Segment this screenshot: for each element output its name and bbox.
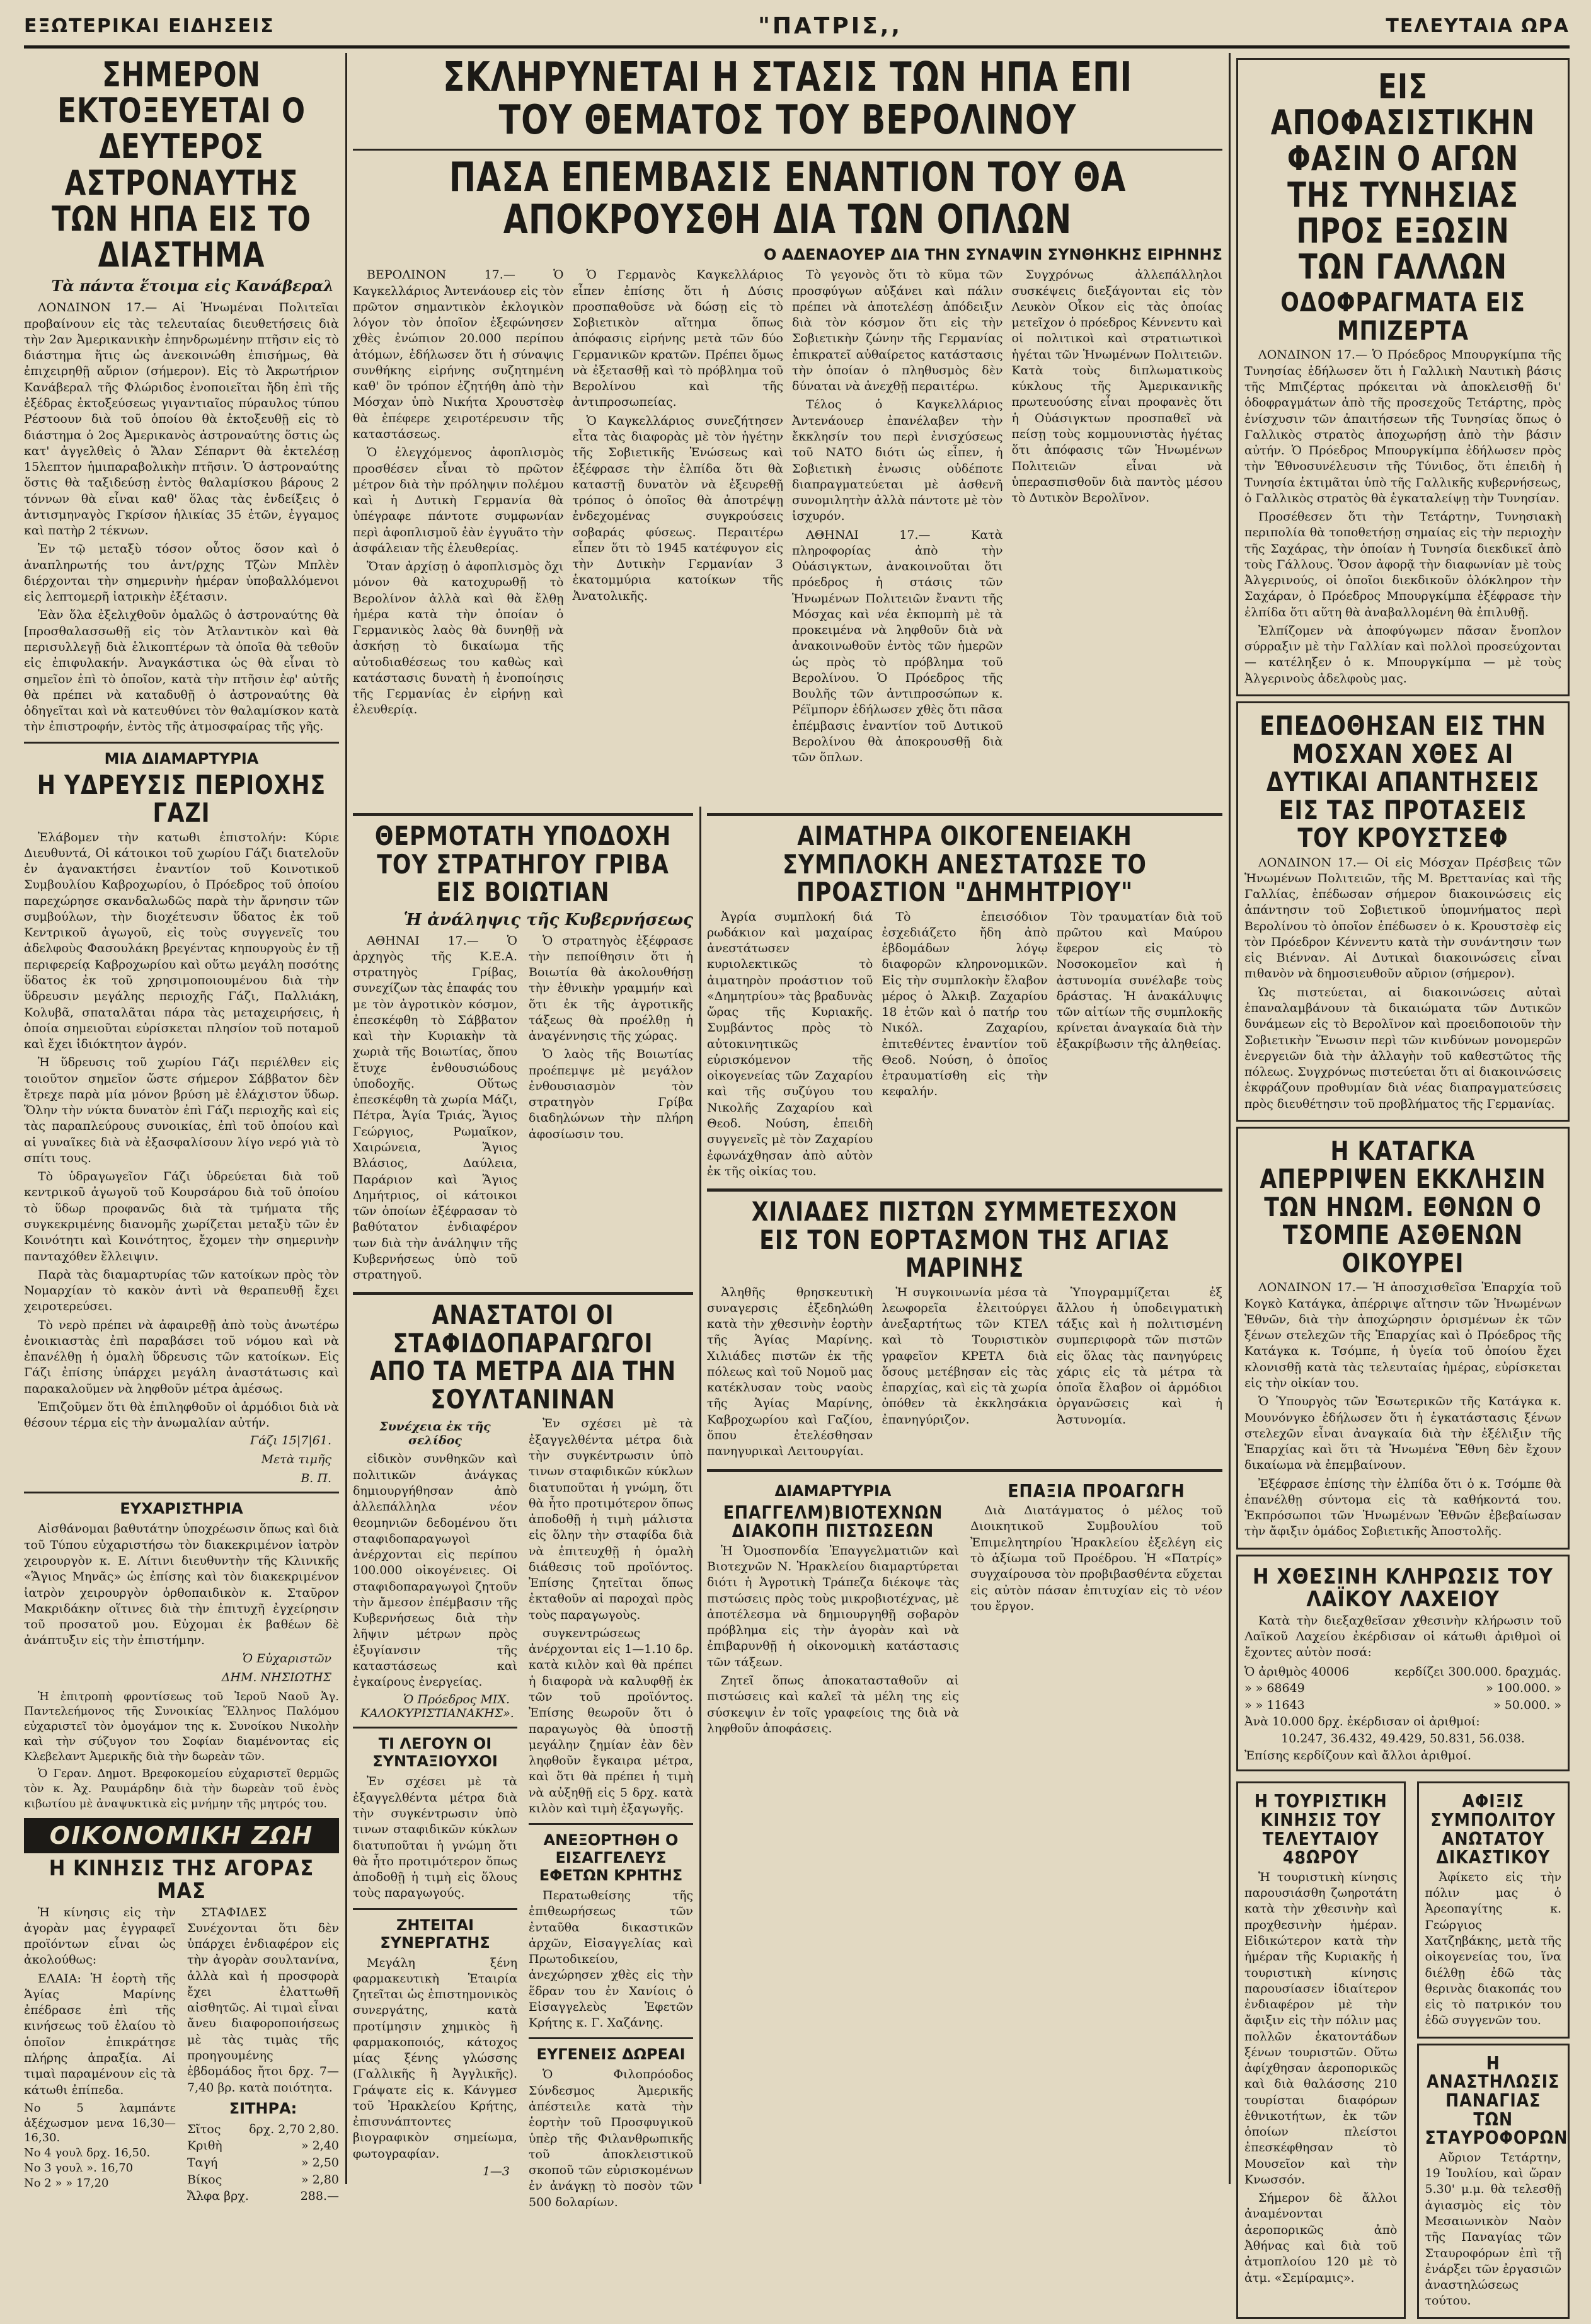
paragraph: Ἡ Ὁμοσπονδία Ἐπαγγελματιῶν καὶ Βιοτεχνῶν Ν. Ἡρακλείου διαμαρτύρεται διότι ἡ Ἀγροτικὴ Τράπεζα διέκοψε τὰς πιστώσεις πρὸς τοὺς μικροβιοτέχνας, μὲ ἀποτέλεσμα νὰ δημιουργηθῇ σοβαρὸν πρόβλημα εἰς τὴν ἀγορὰν καὶ νὰ ἐπιβαρυνθῇ ἡ οἰκονομικὴ κατάστασις τῶν τάξεων. [707,1543,959,1669]
paragraph: Ὁ Γεραν. Δημοτ. Βρεφοκομείου εὐχαριστεῖ θερμῶς τὸν κ. Ἀχ. Ραυμάρδην διὰ τὴν δωρεὰν τοῦ ἐνὸς κιβωτίου μὲ ἀναψυκτικὰ εἰς μνήμην τῆς μητρός του. [24,1767,339,1810]
paragraph: ΛΟΝΔΙΝΟΝ 17.— Ἡ ἀποσχισθεῖσα Ἐπαρχία τοῦ Κογκὸ Κατάγκα, ἀπέρριψε αἴτησιν τῶν Ἡνωμένων Ἐθνῶν, διὰ τὴν ἀποχώρησιν ὁρισμένων ἐκ τῶν ξένων στελεχῶν τῆς Ἐπαρχίας καὶ ὁ Πρόεδρος τῆς Κατάγκα κ. Τσόμπε, ἡ ὑγεία τοῦ ὁποίου ἔχει κλονισθῇ κατὰ τὰς τελευταίας ἡμέρας, εὐρίσκεται εἰς τὴν οἰκίαν του. [1244,1280,1561,1391]
grains-title: ΣΙΤΗΡΑ: [229,2099,297,2117]
headline-promotion: ΕΠΑΞΙΑ ΠΡΟΑΓΩΓΗ [1008,1480,1185,1502]
paragraph: Ἐὰν ὅλα ἐξελιχθοῦν ὁμαλῶς ὁ ἀστροναύτης θὰ [προσθαλασσωθῇ εἰς τὸν Ἀτλαντικὸν καὶ θὰ περισυλλεγῇ διὰ ἑλικοπτέρων τὰ ὁποῖα θὰ τεθοῦν εἰς ἐπιφυλακήν. Ἀναγκάστικα ὡς θὰ εἶναι τὸ σημεῖον ἐπὶ τὸ ὁποῖον, κατὰ τὴν πτῆσιν ἐφ' αὐτῆς θὰ πρέπει νὰ καταδυθῇ ὁ ἀστροναύτης θὰ ὁδηγεῖται καὶ νὰ κατευθύνει τὸν θαλαμίσκον κατὰ τὴν ἐπιστροφήν, ἐντὸς τῆς ἀτμοσφαίρας τῆς γῆς. [24,608,339,734]
subhead-adenauer: Ο ΑΔΕΝΑΟΥΕΡ ΔΙΑ ΤΗΝ ΣΥΝΑΨΙΝ ΣΥΝΘΗΚΗΣ ΕΙΡΗΝΗΣ [764,246,1222,264]
headline-tourism: Η ΤΟΥΡΙΣΤΙΚΗ ΚΙΝΗΣΙΣ ΤΟΥ ΤΕΛΕΥΤΑΙΟΥ 48ΩΡΟΥ [1254,1791,1387,1868]
paragraph: Μεγάλη ξένη φαρμακευτικὴ Ἑταιρία ζητεῖται ὡς ἐπιστημονικὸς συνεργάτης, κατὰ προτίμησιν χημικὸς ἢ φαρμακοποιός, κάτοχος μίας ξένης γλώσσης (Γαλλικῆς ἢ Ἀγγλικῆς). Γράψατε εἰς κ. Κάνγμεσ τοῦ Ἠρακλείου Κρήτης, ἐπισυνάπτοντες βιογραφικὸν σημείωμα, φωτογραφίαν. [353,1955,517,2161]
paragraph: Ἡ ὕδρευσις τοῦ χωρίου Γάζι περιέλθεν εἰς τοιοῦτον σημεῖον ὥστε σήμερον Σάββατον δὲν ἔτρεχε παρὰ μία μόνον βρύση μὲ ἐλάχιστον ὕδωρ. Ὅλην τὴν νύκτα δυνατὸν ἐπὶ Γάζι περιοχῆς καὶ εἰς τὰς παραπλεύρους συνοικίας, ἐπὶ τοῦ ὁποίου καὶ αἱ γυναῖκες διὰ νὰ ἐξασφαλίσουν λίγο νερό γιὰ τὸ σπίτι τους. [24,1056,339,1165]
latest-news-label: ΤΕΛΕΥΤΑΙΑ ΩΡΑ [1386,14,1570,37]
headline-small-c: ΖΗΤΕΙΤΑΙ ΣΥΝΕΡΓΑΤΗΣ [380,1916,490,1952]
lottery-row: » » 68649 » 100.000. » [1244,1681,1561,1696]
signature-initials: Β. Π. [301,1471,331,1486]
oil-price-row: Νο 2 » » 17,20 [24,2176,109,2190]
headline-church: Η ΑΝΑΣΤΗΛΩΣΙΣ ΠΑΝΑΓΙΑΣ ΤΩΝ ΣΤΑΥΡΟΦΟΡΩΝ [1425,2052,1568,2149]
paragraph: Ἐν τῷ μεταξὺ τόσον οὗτος ὅσον καὶ ὁ ἀναπληρωτής του ἀντ/ρχης Τζὼν Μπλὲν διέρχονται τὴν σημερινὴν ἡμέραν ὑποβαλλόμενοι εἰς λεπτομερῆ ἰατρικὴν ἐξέτασιν. [24,542,339,604]
paragraph: ΛΟΝΔΙΝΟΝ 17.— Οἱ εἰς Μόσχαν Πρέσβεις τῶν Ἡνωμένων Πολιτειῶν, τῆς Μ. Βρεττανίας καὶ τῆς Γαλλίας, ἐπέδωσαν σήμερον διακοινώσεις εἰς ἀπάντησιν τοῦ Σοβιετικοῦ ὑπομνήματος περὶ Βερολίνου τὸ ὁποῖον ἐπέδωσεν ὁ κ. Κρουστσὲφ εἰς τὸν Πρόεδρον Κέννεντυ κατὰ τὴν συνάντησιν των εἰς Βιένναν. Αἱ Δυτικαὶ διακοινώσεις εἶναι πιθανὸν νὰ δημοσιευθοῦν αὔριον (σήμερον). [1244,855,1561,981]
article-tourism [1236,1781,1406,2318]
paragraph: Ὁ στρατηγὸς ἐξέφρασε τὴν πεποίθησιν ὅτι ἡ Βοιωτία θὰ ἀκολουθήσῃ τὴν ἐθνικὴν γραμμήν καὶ ὅτι ἐκ τῆς ἀγροτικῆς τάξεως θὰ προέλθῃ ἡ ἀναγέννησις τῆς χώρας. [529,933,693,1044]
paragraph: Ὁ Καγκελλάριος συνεζήτησεν εἶτα τὰς διαφορὰς μὲ τὸν ἡγέτην τῆς Σοβιετικῆς Ἑνώσεως καὶ ἐξέφρασε τὴν ἐλπίδα ὅτι θὰ καταστῇ δυνατὸν νὰ ἐξευρεθῇ τρόπος ὁ ὁποῖος θὰ ἀποτρέψῃ ἐνδεχομένας συγκρούσεις σοβαράς φύσεως. Περαιτέρω εἶπεν ὅτι τὸ 1945 κατέφυγον εἰς τὴν Δυτικὴν Γερμανίαν 3 ἑκατομμύρια κατοίκων τῆς Ἀνατολικῆς. [572,413,783,603]
headline-family-fight: ΑΙΜΑΤΗΡΑ ΟΙΚΟΓΕΝΕΙΑΚΗ ΣΥΜΠΛΟΚΗ ΑΝΕΣΤΑΤΩΣΕ ΤΟ ΠΡΟΑΣΤΙΟΝ "ΔΗΜΗΤΡΙΟΥ" [783,820,1147,908]
paragraph: συγκεντρώσεως ἀνέρχονται εἰς 1—1.10 δρ. κατὰ κιλὸν καὶ θὰ πρέπει ἡ διαφορὰ νὰ καλυφθῇ ἐκ τῶν τοῦ προϊόντος. Ἐπίσης θεωροῦν ὅτι ὁ παραγωγὸς θὰ ὑποστῇ μεγάλην ζημίαν ἐὰν δὲν ληφθοῦν ἔγκαιρα μέτρα, καὶ ὅτι θὰ πρέπει ἡ τιμὴ νὰ αὐξηθῇ εἰς 5 δρχ. κατὰ κιλὸν καὶ τιμὴ ἐξαγωγῆς. [529,1626,693,1815]
oil-price-row: Νο 5 λαμπάντε ἀξέχωσμον μενα 16,30—16,30. [24,2101,176,2145]
article-moscow [1236,701,1570,1122]
grain-row: Ἄλφα βρχ. 288.— [187,2189,339,2204]
paragraph: εἰδικὸν συνθηκῶν καὶ πολιτικῶν ἀνάγκας δημιουργήθησαν ἀπὸ ἀλλεπάλληλα νέον θεομηνιῶν δεδομένου ὅτι σταφιδοπαραγωγοὶ ἀνέρχονται εἰς περίπου 100.000 οἰκογένειες. Οἱ σταφιδοπαραγωγοὶ ζητοῦν τὴν ἄμεσον ἐπέμβασιν τῆς Κυβερνήσεως διὰ τὴν λῆψιν μέτρων πρὸς ἐξυγίανσιν τῆς καταστάσεως καὶ ἐγκαίρους ἐνεργείας. [353,1452,517,1689]
paragraph: ΑΘΗΝΑΙ 17.— Κατὰ πληροφορίας ἀπὸ τὴν Οὐάσιγκτων, ἀνακοινοῦται ὅτι πρόεδρος ἡ στάσις τῶν Ἡνωμένων Πολιτειῶν ἔναντι τῆς Μόσχας καὶ νέα ἐκπομπὴ μὲ τὰ προκειμένα νὰ ληφθοῦν διὰ νὰ ἀνακοινωθοῦν ἐντὸς τῶν ἡμερῶν ὡς πρὸς τὸ πρόβλημα τοῦ Βερολίνου. Ὁ Πρόεδρος τῆς Βουλῆς τῶν ἀντιπροσώπων κ. Ρέϊμπορν ἐδήλωσεν χθὲς ὅτι πᾶσα ἐπέμβασις ἐναντίον τοῦ Δυτικοῦ Βερολίνου θὰ ἀποκρουσθῇ διὰ τῶν ὅπλων. [792,527,1003,765]
headline-market: Η ΚΙΝΗΣΙΣ ΤΗΣ ΑΓΟΡΑΣ ΜΑΣ [49,1855,314,1904]
signature-date: Γάζι 15|7|61. [250,1434,331,1448]
headline-gazi: Η ΥΔΡΕΥΣΙΣ ΠΕΡΙΟΧΗΣ ΓΑΖΙ [37,769,326,829]
grain-row: Κριθὴ » 2,40 [187,2139,339,2153]
paragraph: ΛΟΝΔΙΝΟΝ 17.— Αἱ Ἡνωμέναι Πολιτεῖαι προβαίνουν εἰς τὰς τελευταίας διευθετήσεις διὰ τὴν 2αν Ἀμερικανικὴν ἐπηνδρωμένην πτῆσιν εἰς τὸ διάστημα ἥτις ὡς ἀνεκοινώθη ἐπισήμως, θὰ ἐπιχειρηθῇ αὔριον (σήμερον). Εἰς τὸ Ἀκρωτήριον Κανάβεραλ τῆς Φλώριδος ἐνοποιεῖται ἤδη ἐπὶ τῆς ἐξέδρας ἐκτοξεύσεως γιγαντιαῖος πύραυλος τύπου Ρέστοουν διὰ τοῦ ὁποίου θὰ ἐκτοξευθῇ εἰς τὸ διάστημα ὁ 2ος Ἀμερικανὸς ἀστροναύτης ὅστις ὡς κατ' ἀγγελθεὶς ὁ Ἄλαν Σέπαρντ θὰ ἐκτελέσῃ 15λεπτον ἡμιπαραβολικὴν πτῆσιν. Ὁ ἀστροναύτης ὅστις θὰ ταξιδεύσῃ ἐντὸς θαλαμίσκου βάρους 2 τόννων θὰ εἶναι καθ' ὅλας τὰς ἐνδείξεις ὁ ἀντισμηναγὸς Γκρίσον ἡλικίας 35 ἐτῶν, ἐγγαμος καὶ πατὴρ 2 τέκνων. [24,301,339,538]
ad-code: 1—3 [482,2165,510,2179]
paragraph: Αἰσθάνομαι βαθυτάτην ὑποχρέωσιν ὅπως καὶ διὰ τοῦ Τύπου εὐχαριστήσω τὸν διακεκριμένον ἰατρὸν χειρουργὸν κ. Ε. Λίτινι διευθυντὴν τῆς Κλινικῆς «Ἅγιος Μηνᾶς» ὡς ἐπίσης καὶ τὸν διακεκριμένον ἰατρὸν χειρουργὸν ὁρθοπαιδικὸν κ. Σταῦρον Μακριδάκην οἵτινες διὰ τὴν ἐπιτυχῆ ἐγχείρησιν τοῦ προσατοῦ μου. Εὐχομαι ἐκ βαθέων δὲ ἀνάπτυξιν εἰς τὴν ἐπιστήμην. [24,1522,339,1648]
article-thanks [24,1500,339,1811]
headline-small-d: ΕΥΓΕΝΕΙΣ ΔΩΡΕΑΙ [536,2045,686,2064]
paragraph: Σήμερον δὲ ἄλλοι ἀναμένονται ἀεροπορικῶς ἀπὸ Ἀθήνας καὶ διὰ τοῦ ἀτμοπλοίου 120 μὲ τὸ ἀτμ. «Σεμίραμις». [1244,2191,1398,2285]
berlin-block [353,53,1222,797]
article-market [24,1857,339,2205]
paragraph: Ἡ τουριστικὴ κίνησις παρουσιάσθη ζωηροτάτη κατὰ τὴν χθεσινὴν καὶ προχθεσινὴν ἡμέραν. Εἰδικώτερον κατὰ τὴν ἡμέραν τῆς Κυριακῆς ἡ τουριστικὴ κίνησις παρουσίασεν ἰδιαίτερον ἐνδιαφέρον μὲ τὴν ἄφιξιν εἰς τὴν πόλιν μας πολλῶν ἑκατοντάδων ξένων τουριστῶν. Οὕτω ἀφίχθησαν ἀεροπορικῶς καὶ διὰ θαλάσσης 210 τουρίσται διαφόρων ἐθνικοτήτων, ἐκ τῶν ὁποίων πλείστοι ἐπεσκέφθησαν τὸ Μουσεῖον καὶ τὴν Κνωσσόν. [1244,1870,1398,2187]
paragraph: Τέλος ὁ Καγκελλάριος Ἀντενάουερ ἐπανέλαβεν τὴν ἔκκλησίν του περὶ ἐνισχύσεως τοῦ ΝΑΤΟ διότι ὡς εἶπεν, ἡ Σοβιετικὴ ἐνωσις οὐδέποτε διαπραγματεύεται μὲ ἀσθενῆ συνομιλητὴν ἀλλὰ πάντοτε μὲ τὸν ἰσχυρόν. [792,398,1003,524]
paragraph: Ὡς πιστεύεται, αἱ διακοινώσεις αὐταὶ ἐπαναλαμβάνουν τὰ δικαιώματα τῶν Δυτικῶν δυνάμεων εἰς τὸ Βερολῖνον καὶ προειδοποιοῦν τὴν Σοβιετικὴν Ἕνωσιν περὶ τῶν κινδύνων μονομερῶν ἐνεργειῶν διὰ τὴν ἀλλαγὴν τοῦ καθεστῶτος τῆς πόλεως. Συγχρόνως πιστεύεται ὅτι αἱ διακοινώσεις ἐκφράζουν προθυμίαν διὰ νέας διαπραγματεύσεις πρὸς διευθέτησιν τοῦ προβλήματος τῆς Γερμανίας. [1244,985,1561,1111]
article-astronaut [24,57,339,735]
rubric-complaint: ΔΙΑΜΑΡΤΥΡΙΑ [774,1481,892,1500]
lottery-row: Ἀνὰ 10.000 δρχ. ἐκέρδισαν οἱ ἀριθμοί: [1244,1715,1480,1729]
grain-row: Ταγή » 2,50 [187,2156,339,2170]
lottery-row: Ὁ ἀριθμὸς 40006 κερδίζει 300.000. δραχμάς. [1244,1664,1561,1679]
paragraph: Τὸν τραυματίαν διὰ τοῦ πρῶτου καὶ Μαύρου ἔφερον εἰς τὸ Νοσοκομεῖον καὶ ἡ ἀστυνομία συνέλαβε τοὺς δράστας. Ἡ ἀνακάλυψις τῶν αἰτίων τῆς συμπλοκῆς κρίνεται ἀναγκαία διὰ τὴν ἐξακρίβωσιν τῆς ἀληθείας. [1056,909,1222,1051]
paragraph: Ζητεῖ ὅπως ἀποκατασταθοῦν αἱ πιστώσεις καὶ καλεῖ τὰ μέλη της εἰς σύσκεψιν ἐν τοῖς γραφείοις της διὰ νὰ ληφθοῦν ἀποφάσεις. [707,1674,959,1735]
paragraph: Ὁ λαὸς τῆς Βοιωτίας προέπεμψε μὲ μεγάλον ἐνθουσιασμὸν τὸν στρατηγὸν Γρίβα διαδηλώνων τὴν πλήρη ἀφοσίωσιν του. [529,1047,693,1141]
paragraph: Κατὰ τὴν διεξαχθεῖσαν χθεσινὴν κλήρωσιν τοῦ Λαϊκοῦ Λαχείου ἐκέρδισαν οἱ κάτωθι ἀριθμοὶ οἱ ἔχοντες αὐτὸν ποσά: [1244,1613,1561,1660]
paragraph: Τὸ γεγονὸς ὅτι τὸ κῦμα τῶν προσφύγων αὐξάνει καὶ πάλιν πρέπει νὰ ἀποτελέσῃ ἀπόδειξιν διὰ τὸν κόσμον ὅτι εἰς τὴν Σοβιετικὴν ζώνην τῆς Γερμανίας ἐπικρατεῖ αὐθαίρετος κατάστασις τὴν ὁποίαν ὁ πληθυσμὸς δὲν δύναται νὰ ἀνεχθῇ περαιτέρω. [792,268,1003,394]
masthead-title: "ΠΑΤΡΙΣ,, [758,13,903,39]
paragraph: Ἀληθῆς θρησκευτικὴ συναγερσις ἐξεδηλώθη κατὰ τὴν χθεσινὴν ἑορτὴν τῆς Ἁγίας Μαρίνης. Χιλιάδες πιστῶν ἐκ τῆς πόλεως καὶ τοῦ Νομοῦ μας κατέκλυσαν τοὺς ναοὺς τῆς Ἁγίας Μαρίνης, Καβροχωρίου καὶ Γαζίου, ὅπου ἐτελέσθησαν πανηγυρικαὶ Λειτουργίαι. [707,1285,873,1459]
column-3-lower [707,807,1222,2184]
paragraph: Ἀφίκετο εἰς τὴν πόλιν μας ὁ Ἀρεοπαγίτης κ. Γεώργιος Χατζηβάκης, μετὰ τῆς οἰκογενείας του, ἵνα διέλθῃ ἐδῶ τὰς θερινὰς διακοπάς του εἰς τὸ πατρικόν του ἑδῶ συγγενῶν του. [1425,1870,1561,2028]
headline-tunisia-1: ΕΙΣ ΑΠΟΦΑΣΙΣΤΙΚΗΝ ΦΑΣΙΝ Ο ΑΓΩΝ ΤΗΣ ΤΥΝΗΣΙΑΣ ΠΡΟΣ ΕΞΩΣΙΝ ΤΩΝ ΓΑΛΛΩΝ [1270,67,1536,287]
headline-moscow: ΕΠΕΔΟΘΗΣΑΝ ΕΙΣ ΤΗΝ ΜΟΣΧΑΝ ΧΘΕΣ ΑΙ ΔΥΤΙΚΑΙ ΑΠΑΝΤΗΣΕΙΣ ΕΙΣ ΤΑΣ ΠΡΟΤΑΣΕΙΣ ΤΟΥ ΚΡΟΥΣΤΣΕΦ [1260,710,1546,854]
paragraph: Ἐπιζοῦμεν ὅτι θὰ ἐπιληφθοῦν οἱ ἁρμόδιοι διὰ νὰ θέσουν τέρμα εἰς τὴν ἀνωμαλίαν αὐτήν. [24,1400,339,1430]
article-katanga [1236,1127,1570,1550]
paragraph: Ὁ ἐλεγχόμενος ἀφοπλισμὸς προσθέσεν εἶναι τὸ πρῶτον μέτρον διὰ τὴν πρόληψιν πολέμου καὶ ἡ Δυτικὴ Γερμανία θὰ ὑπέγραφε πάντοτε συμφωνίαν περὶ ἀφοπλισμοῦ ἐὰν ἐγγυᾶτο τὴν ἀσφάλειαν τῆς ἐλευθερίας. [353,446,564,555]
raisins-byline: Ὁ Πρόεδρος ΜΙΧ. ΚΑΛΟΚΥΡΙΣΤΙΑΝΑΚΗΣ». [360,1693,514,1721]
paragraph: Ἐλπίζομεν νὰ ἀποφύγωμεν πᾶσαν ἔνοπλον σύρραξιν μὲ τὴν Γαλλίαν καὶ πολλοὶ προσεύχονται — κατέληξεν ὁ κ. Μπουργκίμπα — μὲ τοὺς Ἀλγερινοὺς ἀδελφοὺς μας. [1244,623,1561,686]
article-tunisia [1236,58,1570,696]
paragraph: Συγχρόνως ἀλλεπάλληλοι συσκέψεις διεξάγονται εἰς τὸν Λευκὸν Οἶκον εἰς τὰς ὁποίας μετεῖχον ὁ πρόεδρος Κέννεντυ καὶ οἱ πολιτικοὶ καὶ στρατιωτικοὶ ἡγέται τῶν Ἡνωμένων Πολιτειῶν. Κατὰ τοὺς διπλωματικοὺς κύκλους τῆς Ἀμερικανικῆς πρωτευούσης εἶναι προφανὲς ὅτι ἡ Οὐάσιγκτων προσπαθεῖ νὰ πείσῃ τοὺς κομμουνιστὰς ἡγέτας ὅτι ἀπόφασις τῶν Ἡνωμένων Πολιτειῶν εἶναι νὰ ὑπερασπισθοῦν διὰ παντὸς μέσου τὸ Δυτικὸν Βερολῖνον. [1011,268,1222,505]
article-judge [1417,1781,1570,2038]
headline-judge: ΑΦΙΞΙΣ ΣΥΜΠΟΛΙΤΟΥ ΑΝΩΤΑΤΟΥ ΔΙΚΑΣΤΙΚΟΥ [1430,1791,1556,1868]
paragraph: Ὁ Γερμανὸς Καγκελλάριος εἶπεν ἐπίσης ὅτι ἡ Δύσις προσπαθοῦσε νὰ δώσῃ εἰς τὸ Σοβιετικὸν αἴτημα ὅπως ἀπόφασις εἰρήνης μετὰ τῶν δύο Γερμανικῶν κρατῶν. Πρέπει ὅμως νὰ ἐξετασθῇ καὶ τὸ πρόβλημα τοῦ Βερολίνου καὶ τῆς ἀντιπροσωπείας. [572,268,783,410]
grain-row: Σῖτος δρχ. 2,70 2,80. [187,2122,339,2136]
paragraph: Αὔριον Τετάρτην, 19 Ἰουλίου, καὶ ὥραν 5.30' μ.μ. θὰ τελεσθῇ ἁγιασμὸς εἰς τὸν Μεσαιωνικὸν Ναὸν τῆς Παναγίας τῶν Σταυροφόρων ἐπὶ τῇ ἐνάρξει τῶν ἐργασιῶν ἀναστηλώσεως τούτου. [1425,2150,1561,2308]
lottery-row: 10.247, 36.432, 49.429, 50.831, 56.038. [1281,1732,1525,1746]
paragraph: Ἡ κίνησις εἰς τὴν ἀγορὰν μας ἐγγραφεῖ προϊόντων εἶναι ὡς ἀκολούθως: [24,1905,176,1967]
running-header [24,6,1570,49]
column-1 [24,53,339,2204]
column-2-lower [353,807,693,2209]
paragraph: Τὸ νερὸ πρέπει νὰ ἀφαιρεθῇ ἀπὸ τοὺς ἀνωτέρω ἐνοικιαστὰς ἐπὶ παραβάσει τοῦ νόμου καὶ νὰ ἐπανέλθῃ ἡ ὁμαλὴ ὕδρευσις τῶν κατοίκων. Εἰς Γάζι ἐπίσης ὑπάρχει μεγάλη ἀναστάτωσις καὶ παρακαλοῦμεν νὰ ληφθοῦν μέτρα ἀμέσως. [24,1318,339,1396]
headline-tunisia-2: ΟΔΟΦΡΑΓΜΑΤΑ ΕΙΣ ΜΠΙΖΕΡΤΑ [1280,287,1525,346]
headline-berlin-1: ΣΚΛΗΡΥΝΕΤΑΙ Η ΣΤΑΣΙΣ ΤΩΝ ΗΠΑ ΕΠΙ ΤΟΥ ΘΕΜΑΤΟΣ ΤΟΥ ΒΕΡΟΛΙΝΟΥ [442,54,1133,144]
lottery-row: » » 11643 » 50.000. » [1244,1698,1561,1712]
paragraph: Ἀγρία συμπλοκή διά ρωδάκιον καὶ μαχαίρας ἀνεστάτωσεν κυριολεκτικῶς τὸ ἀιματηρὸν προάστιον τοῦ «Δημητρίου» τὰς βραδυνὰς ὥρας τῆς Κυριακῆς. Συμβάντος πρὸς τὸ αὐτοκινητικῶς εὐρισκόμενον τῆς οἰκογενείας τῶν Ζαχαρίου καὶ τῆς συζύγου του Νικολῆς Ζαχαρίου καὶ Θεοδ. Νούση, ἐπειδὴ συγγενεῖς μὲ τὸν Ζαχαρίου ἐφωνάχθησαν ἀπὸ αὐτὸν ἐκ τῆς οἰκίας του. [707,909,873,1178]
headline-grivas: ΘΕΡΜΟΤΑΤΗ ΥΠΟΔΟΧΗ ΤΟΥ ΣΤΡΑΤΗΓΟΥ ΓΡΙΒΑ ΕΙΣ ΒΟΙΩΤΙΑΝ [374,820,672,908]
paragraph: Τὸ ὑδραγωγεῖον Γάζι ὑδρεύεται διὰ τοῦ κεντρικοῦ ἀγωγοῦ τοῦ Κουρσάρου διὰ τοῦ ὁποίου τὸ ὕδωρ προφανῶς διὰ τὰ τμήματα τῆς συγκεκριμένης διανομῆς χωρίζεται μεταξὺ τῶν ἐν Κοινότητι καὶ Κοινότητος, ἔχομεν τὴν σημερινὴν πανταχόθεν ἔλλειψιν. [24,1170,339,1263]
rubric-gazi: ΜΙΑ ΔΙΑΜΑΡΤΥΡΙΑ [104,749,259,768]
headline-agia-marina: ΧΙΛΙΑΔΕΣ ΠΙΣΤΩΝ ΣΥΜΜΕΤΕΣΧΟΝ ΕΙΣ ΤΟΝ ΕΟΡΤΑΣΜΟΝ ΤΗΣ ΑΓΙΑΣ ΜΑΡΙΝΗΣ [751,1196,1178,1284]
paragraph: ΣΤΑΦΙΔΕΣ Συνέχονται ὅτι δὲν ὑπάρχει ἐνδιαφέρον εἰς τὴν ἀγορὰν σουλτανίνα, ἀλλὰ καὶ ἡ προσφορὰ ἔχει ἐλαττωθῆ αἰσθητῶς. Αἱ τιμαὶ εἶναι ἄνευ διαφοροποιήσεως μὲ τὰς τιμὰς τῆς προηγουμένης ἑβδομάδος ἤτοι δρχ. 7—7,40 βρ. κατὰ ποιότητα. [187,1905,339,2095]
headline-complaint: ΕΠΑΓΓΕΛΜ)ΒΙΟΤΕΧΝΩΝ ΔΙΑΚΟΠΗ ΠΙΣΤΩΣΕΩΝ [723,1502,943,1542]
headline-katanga: Η ΚΑΤΑΓΚΑ ΑΠΕΡΡΙΨΕΝ ΕΚΚΛΗΣΙΝ ΤΩΝ ΗΝΩΜ. ΕΘΝΩΝ Ο ΤΣΟΜΠΕ ΑΣΘΕΝΩΝ ΟΙΚΟΥΡΕΙ [1260,1135,1546,1279]
headline-raisins: ΑΝΑΣΤΑΤΟΙ ΟΙ ΣΤΑΦΙΔΟΠΑΡΑΓΩΓΟΙ ΑΠΟ ΤΑ ΜΕΤΡΑ ΔΙΑ ΤΗΝ ΣΟΥΛΤΑΝΙΝΑΝ [369,1299,677,1415]
paragraph: Διὰ Διατάγματος ὁ μέλος τοῦ Διοικητικοῦ Συμβουλίου τοῦ Ἐπιμελητηρίου Ἡρακλείου ἐξελέγη εἰς τὸ ἀξίωμα τοῦ Προέδρου. Ἡ «Πατρίς» συγχαίρουσα τὸν προβιβασθέντα εὔχεται εἰς αὐτὸν πάσαν ἐπιτυχίαν εἰς τὸ νέον του ἔργον. [970,1504,1222,1613]
paragraph: ΕΛΑΙΑ: Ἡ ἑορτὴ τῆς Ἁγίας Μαρίνης ἐπέδρασε ἐπὶ τῆς κινήσεως τοῦ ἐλαίου τὸ ὁποῖον ἐπικράτησε πλήρης ἀπραξία. Αἱ τιμαὶ παραμένουν εἰς τὰ κάτωθι ἐπίπεδα. [24,1971,176,2097]
paragraph: ΑΘΗΝΑΙ 17.— Ὁ ἀρχηγὸς τῆς Κ.Ε.Α. στρατηγὸς Γρίβας, συνεχίζων τὰς ἐπαφάς του με τὸν ἀγροτικὸν κόσμον, ἐπεσκέφθη τὸ Σάββατον καὶ τὴν Κυριακὴν τὰ χωριὰ τῆς Βοιωτίας, ὅπου ἔτυχε ἐνθουσιώδους ὑποδοχῆς. Οὕτως ἐπεσκέφθη τὰ χωρία Μάζι, Πέτρα, Ἁγία Τριάς, Ἅγιος Γεώργιος, Ρωμαῖκον, Χαιρώνεια, Ἅγιος Βλάσιος, Δαύλεια, Παράριον καὶ Ἅγιος Δημήτριος, οἱ κάτοικοι τῶν ὁποίων ἐξέφρασαν τὸ βαθύτατον ἐνδιαφέρον των διὰ τὴν ἀνάληψιν τῆς Κυβερνήσεως ὑπὸ τοῦ στρατηγοῦ. [353,933,517,1282]
columns-area [24,53,1570,2308]
paragraph: Ὁ Φιλοπρόοδος Σύνδεσμος Ἀμερικῆς ἀπέστειλε κατὰ τὴν ἑορτὴν τοῦ Προσφυγικοῦ ὑπὲρ τῆς Φιλανθρωπικῆς τοῦ ἀποκλειστικοῦ σκοποῦ τῶν εὐρισκομένων ἐν ἀνάγκῃ τὸ ποσὸν τῶν 500 δολαρίων. [529,2068,693,2209]
section-banner-economy: ΟΙΚΟΝΟΜΙΚΗ ΖΩΗ [24,1818,339,1853]
headline-small-a: ΤΙ ΛΕΓΟΥΝ ΟΙ ΣΥΝΤΑΞΙΟΥΧΟΙ [372,1735,498,1771]
article-church [1417,2044,1570,2319]
paragraph: Προσέθεσεν ὅτι τὴν Τετάρτην, Τυνησιακὴ περιπολία θὰ τοποθετήσῃ σημαίας εἰς τὴν περιοχὴν τῆς Σαχάρας, τὴν ὁποίαν ἡ Τυνησία διεκδικεῖ ἀπὸ τοὺς Γάλλους. Ὅσον ἀφορᾷ τὴν διαφωνίαν μὲ τοὺς Ἀλγερινούς, οἱ ὁποῖοι διεκδικοῦν ὁλόκληρον τὴν Σαχάραν, ὁ Πρόεδρος Μπουργκίμπα ἐξέφρασε τὴν ἐλπίδα ὅτι αὕτη θὰ ἀναβαλλομένη θὰ ἐπιλυθῇ. [1244,510,1561,619]
headline-astronaut: ΣΗΜΕΡΟΝ ΕΚΤΟΞΕΥΕΤΑΙ Ο ΔΕΥΤΕΡΟΣ ΑΣΤΡΟΝΑΥΤΗΣ ΤΩΝ ΗΠΑ ΕΙΣ ΤΟ ΔΙΑΣΤΗΜΑ [52,55,311,275]
paragraph: Ἐλάβομεν τὴν κατωθι ἐπιστολήν: Κύριε Διευθυντά, Οἱ κάτοικοι τοῦ χωρίου Γάζι διατελοῦν ἐν ἀγανακτήσει ἐναντίον τοῦ Κοινοτικοῦ Συμβουλίου Καβροχωρίου, ὁ Πρόεδρος τοῦ ὁποίου παρεχώρησε σκανδαλωδῶς παρὰ τὴν ἄρνησιν τῶν συμβούλων, τὴν διοχέτευσιν ὕδατος ἐκ τοῦ Κεντρικοῦ ἀγωγοῦ, εἰς τοὺς συγγενεῖς του ἀδελφοὺς Φασουλάκη βρεγέντας κηπουργοὺς ἐν τῇ περιφερείᾳ Καβροχωρίου καὶ οὕτω μεγάλη ποσότης ὕδατος ἐκ τοῦ χρησιμοποιουμένου διὰ τὴν ὕδρευσιν μεγάλης περιοχῆς Γάζι, Παλλιάκη, Κολυβᾶ, σπαταλᾶται πάρα τὰς μεταχειρήσεις, ἡ ὁποία σημειοῦται εὐρίσκεται πλησίον τοῦ ποταμοῦ καὶ ἔχει ἰδιόκτητον ἀγρόν. [24,830,339,1052]
paragraph: ΒΕΡΟΛΙΝΟΝ 17.— Ὁ Καγκελλάριος Ἀντενάουερ εἰς τὸν πρῶτον σημαντικὸν ἐκλογικὸν λόγον τὸν ὁποῖον ἐξεφώνησεν χθὲς ἐνώπιον 20.000 περίπου ἀτόμων, ἐδήλωσεν ὅτι ἡ σύναψις συνθήκης εἰρήνης συζητημένη καθ' ὃν τρόπον ἐζητήθη ἀπὸ τὴν Μόσχαν ὑπὸ Νικήτα Χρουστσὲφ θὰ ἐπέφερε χειροτέρευσιν τῆς καταστάσεως. [353,268,564,441]
oil-price-row: Νο 3 γουλ ». 16,70 [24,2161,134,2175]
kicker-astronaut: Τὰ πάντα ἕτοιμα εἰς Κανάβεραλ [51,277,334,296]
paragraph: Ἐν σχέσει μὲ τὰ ἐξαγγελθέντα μέτρα διὰ τὴν συγκέντρωσιν ὑπὸ τινων σταφιδικῶν κύκλων διατυποῦται ἡ γνώμη, ὅτι θὰ ἦτο προτιμότερον ὅπως ἀποδοθῇ ἡ τιμὴ μάλιστα εἰς ὅλην τὴν σταφίδα διὰ νὰ ἐπιτευχθῇ ἡ ὁμαλὴ διάθεσις τοῦ προϊόντος. Ἐπίσης ζητεῖται ὅπως ἐκταθοῦν αἱ παροχαὶ πρὸς τοὺς παραγωγοὺς. [529,1417,693,1622]
paragraph: Τὸ ἐπεισόδιον ἐσχεδιάζετο ἤδη ἀπὸ ἑβδομάδων λόγῳ διαφορῶν κληρονομικῶν. Εἰς τὴν συμπλοκὴν ἔλαβον μέρος ὁ Ἀλκιβ. Ζαχαρίου 18 ἐτῶν καὶ ὁ πατήρ του Νικόλ. Ζαχαρίου, ἐπιτεθέντες ἐναντίον τοῦ Θεοδ. Νούση, ὁ ὁποῖος ἐτραυματίσθη εἰς τὴν κεφαλήν. [882,909,1048,1099]
continued-note: Συνέχεια ἐκ τῆς σελίδος [379,1420,491,1448]
article-lottery [1236,1555,1570,1772]
lottery-row: Ἐπίσης κερδίζουν καὶ ἄλλοι ἀριθμοί. [1244,1749,1472,1763]
paragraph: Ὁ Ὑπουργὸς τῶν Ἐσωτερικῶν τῆς Κατάγκα κ. Μουνόνγκο ἐδήλωσεν ὅτι ἡ ἐγκατάστασις ξένων στελεχῶν εἶναι ἀναγκαία διὰ τὴν ἐξέλιξιν τῆς Ἐπαρχίας καὶ ὅτι τὰ Ἡνωμένα Ἔθνη δὲν ἔχουν δικαίωμα νὰ ἐπεμβαίνουν. [1244,1395,1561,1473]
grain-row: Βίκος » 2,80 [187,2172,339,2187]
paragraph: ΛΟΝΔΙΝΟΝ 17.— Ὁ Πρόεδρος Μπουργκίμπα τῆς Τυνησίας ἐδήλωσεν ὅτι ἡ Γαλλικὴ Ναυτικὴ βάσις τῆς Μπιζέρτας πρόκειται νὰ ἀποκλεισθῇ δι' ὁδοφραγμάτων ἀπὸ τῆς προσεχοῦς Τετάρτης, πρὸς ἐνίσχυσιν τῶν ἀπαιτήσεων τῆς Τυνησίας ὅπως ὁ Γαλλικὸς στρατὸς ἀποχωρήσῃ ἀπὸ τὴν βάσιν αὐτήν. Ὁ Πρόεδρος Μπουργκίμπα ἐδήλωσεν πρὸς τὴν Ἐθνοσυνέλευσιν τῆς Τύνιδος, ὅτι ἐπειδὴ ἡ Τυνησία ἐκτιμᾶται ὑπὸ τῆς Γαλλικῆς κυβερνήσεως, ὁ Γαλλικὸς στρατὸς θὰ ἐγκαταλείψῃ τὴν Τυνησίαν. [1244,348,1561,505]
paragraph: Ἐξέφρασε ἐπίσης τὴν ἐλπίδα ὅτι ὁ κ. Τσόμπε θὰ ἐπανέλθῃ σύντομα εἰς τὰ καθήκοντά του. Ἐκπρόσωποι τῶν Ἡνωμένων Ἐθνῶν ἐβεβαίωσαν τὴν ἄφιξιν ὁμάδος Σοβιετικῆς Ἀποστολῆς. [1244,1476,1561,1539]
headline-small-b: ΑΝΕΞΟΡΤΗΘΗ Ο ΕΙΣΑΓΓΕΛΕΥΣ ΕΦΕΤΩΝ ΚΡΗΤΗΣ [539,1831,683,1885]
kicker-grivas: Ἡ ἀνάληψις τῆς Κυβερνήσεως [403,910,693,929]
signature-line: Ὁ Εὐχαριστῶν [242,1651,331,1665]
article-gazi [24,750,339,1486]
section-label: ΕΞΩΤΕΡΙΚΑΙ ΕΙΔΗΣΕΙΣ [24,14,275,37]
signature-name: ΔΗΜ. ΝΗΣΙΩΤΗΣ [221,1670,331,1684]
signature-line: Μετὰ τιμῆς [261,1452,331,1467]
headline-thanks: ΕΥΧΑΡΙΣΤΗΡΙΑ [120,1500,243,1518]
paragraph: Ἐν σχέσει μὲ τὰ ἐξαγγελθέντα μέτρα διὰ τὴν συγκέντρωσιν ὑπὸ τινων σταφιδικῶν κύκλων διατυποῦται ἡ γνώμη ὅτι θὰ ἦτο προτιμότερον ὅπως ἀποδοθῇ ἡ τιμὴ εἰς ὅλους τοὺς παραγωγούς. [353,1775,517,1901]
paragraph: Ἡ ἐπιτροπὴ φροντίσεως τοῦ Ἱεροῦ Ναοῦ Ἁγ. Παντελεήμονος τῆς Συνοικίας Ἕλληνος Παλόμου εὐχαριστεῖ τὸν ὁμογάμον της κ. Συνοίκου Νικολὴν καὶ τὴν σύζυγον του Σοφίαν διαμένοντας εἰς Κλεβελαντ Ἀμερικῆς διὰ τὴν δωρεὰν τῶν. [24,1689,339,1763]
paragraph: Παρὰ τὰς διαμαρτυρίας τῶν κατοίκων πρὸς τὸν Νομαρχίαν τὸ κακὸν ἀντὶ νὰ θεραπευθῇ ἔχει χειροτερεύσει. [24,1267,339,1314]
paragraph: Ὑπογραμμίζεται ἐξ ἄλλου ἡ ὑποδειγματικὴ τάξις καὶ ἡ πολιτισμένη συμπεριφορὰ τῶν πιστῶν εἰς ὅλας τὰς πανηγύρεις χάρις εἰς τὰ μέτρα τὰ ὁποῖα ἔλαβον οἱ ἁρμόδιοι ὀργανῶσεις καὶ ἡ Ἀστυνομία. [1056,1285,1222,1427]
column-right [1236,53,1570,2308]
paragraph: Ἡ συγκοινωνία μέσα τὰ λεωφορεῖα ἐλειτούργει ἀνεξαρτήτως τῶν ΚΤΕΛ καὶ τὸ Τουριστικὸν γραφεῖον ΚΡΕΤΑ διὰ ὅσους μετέβησαν εἰς τὰς ἐπαρχίας, καὶ εἰς τὰ χωρία ὁπόθεν τὰ ἐκκλησάκια ἐπανηγύριζον. [882,1285,1048,1427]
oil-price-row: Νο 4 γουλ δρχ. 16,50. [24,2146,151,2160]
headline-lottery: Η ΧΘΕΣΙΝΗ ΚΛΗΡΩΣΙΣ ΤΟΥ ΛΑΪΚΟΥ ΛΑΧΕΙΟΥ [1252,1563,1554,1612]
paragraph: Περατωθείσης τῆς ἐπιθεωρήσεως τῶν ἐνταῦθα δικαστικῶν ἀρχῶν, Εἰσαγγελίας καὶ Πρωτοδικείου, ἀνεχώρησεν χθὲς εἰς τὴν ἕδραν του ἐν Χανίοις ὁ Εἰσαγγελεὺς Ἐφετῶν Κρήτης κ. Γ. Χαζάνης. [529,1889,693,2030]
headline-berlin-2: ΠΑΣΑ ΕΠΕΜΒΑΣΙΣ ΕΝΑΝΤΙΟΝ ΤΟΥ ΘΑ ΑΠΟΚΡΟΥΣΘΗ ΔΙΑ ΤΩΝ ΟΠΛΩΝ [449,154,1127,244]
paragraph: Ὅταν ἀρχίσῃ ὁ ἀφοπλισμὸς ὄχι μόνον θὰ κατοχυρωθῇ τὸ Βερολίνον ἀλλὰ καὶ θὰ ἔλθῃ ἡμέρα κατὰ τὴν ὁποίαν ὁ Γερμανικὸς λαὸς θὰ δυνηθῇ νὰ ἀσκήσῃ τὸ δικαίωμα τῆς αὐτοδιαθέσεως του καθὼς καὶ κατάστασις δυνατὴ ἡ ἐνοποίησις τῆς Γερμανίας ἐν εἰρήνῃ καὶ ἐλευθερίᾳ. [353,560,564,717]
